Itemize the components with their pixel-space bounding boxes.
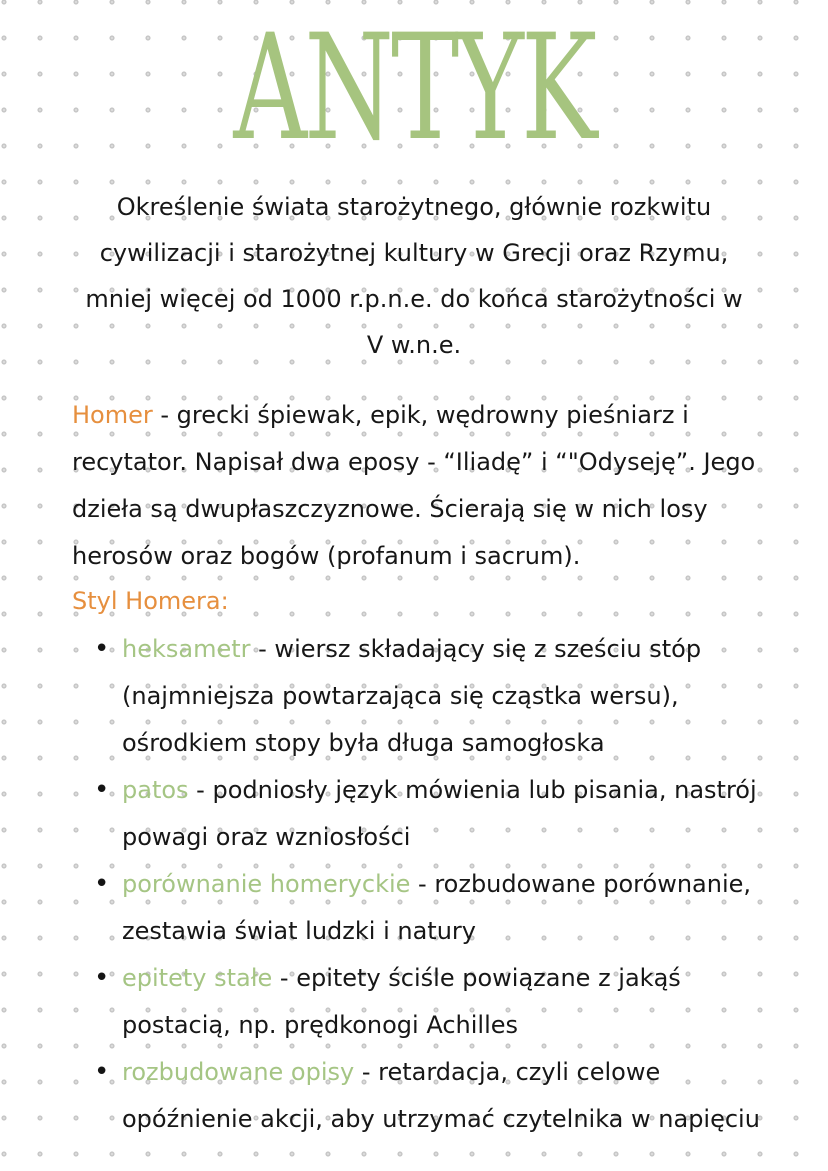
bullet-dot-icon: • <box>94 1057 110 1087</box>
homer-definition: - grecki śpiewak, epik, wędrowny pieśniarz i recytator. Napisał dwa eposy - “Iliadę” i “"Odyseję”. Jego dzieła są dwupłaszczyznowe. Ścierają się w nich losy herosów oraz bogów (profanum i sacrum). <box>72 401 756 570</box>
bullet-dot-icon: • <box>94 775 110 805</box>
bullet-term: porównanie homeryckie <box>122 870 411 898</box>
bullet-definition: - wiersz składający się z sześciu stóp (najmniejsza powtarzająca się cząstka wersu), ośrodkiem stopy była długa samogłoska <box>122 635 702 757</box>
bullet-item-epitety-stale <box>94 955 772 1049</box>
bullet-text <box>122 626 772 767</box>
page-title-text: ANTYK <box>233 3 595 173</box>
page-title <box>0 3 828 173</box>
bullet-dot-icon: • <box>94 963 110 993</box>
bullet-text <box>122 861 772 955</box>
bullet-dot-icon: • <box>94 634 110 664</box>
bullet-text <box>122 767 772 861</box>
bullet-term: rozbudowane opisy <box>122 1058 355 1086</box>
bullet-definition: - rozbudowane porównanie, zestawia świat ludzki i natury <box>122 870 752 945</box>
bullet-term: patos <box>122 776 189 804</box>
bullet-item-rozbudowane-opisy <box>94 1049 772 1143</box>
style-heading: Styl Homera: <box>72 587 229 615</box>
homer-style-list <box>94 626 772 1143</box>
bullet-definition: - podniosły język mówienia lub pisania, nastrój powagi oraz wzniosłości <box>122 776 757 851</box>
bullet-term: heksametr <box>122 635 251 663</box>
bullet-text <box>122 955 772 1049</box>
homer-term: Homer <box>72 401 153 429</box>
bullet-item-patos <box>94 767 772 861</box>
intro-paragraph: Określenie świata starożytnego, głównie rozkwitu cywilizacji i starożytnej kultury w Grecji oraz Rzymu, mniej więcej od 1000 r.p.n.e. do końca starożytności w V w.n.e. <box>85 193 743 359</box>
homer-paragraph <box>72 392 770 580</box>
bullet-item-porownanie-homeryckie <box>94 861 772 955</box>
bullet-item-heksametr <box>94 626 772 767</box>
bullet-term: epitety stałe <box>122 964 273 992</box>
bullet-text <box>122 1049 772 1143</box>
bullet-dot-icon: • <box>94 869 110 899</box>
bullet-definition: - retardacja, czyli celowe opóźnienie akcji, aby utrzymać czytelnika w napięciu <box>122 1058 760 1133</box>
bullet-definition: - epitety ściśle powiązane z jakąś postacią, np. prędkonogi Achilles <box>122 964 681 1039</box>
